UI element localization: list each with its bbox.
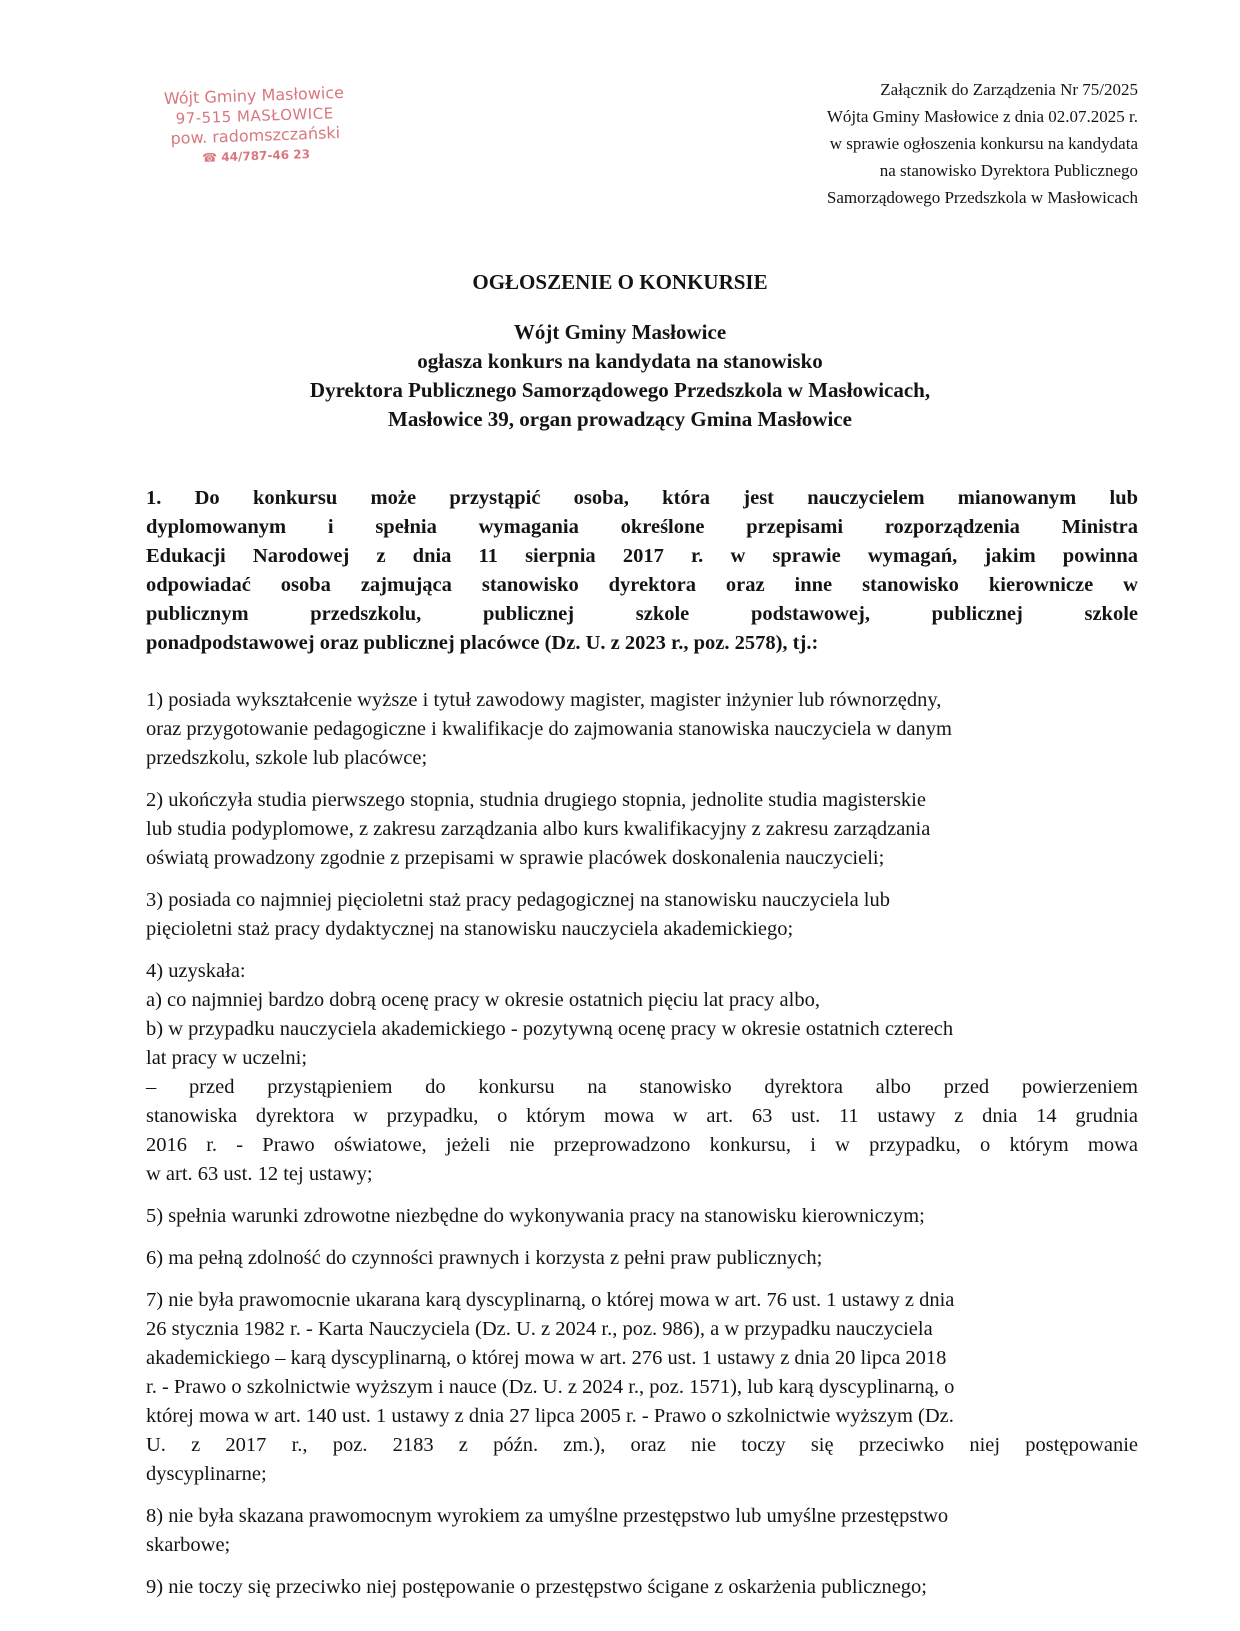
annex-line: na stanowisko Dyrektora Publicznego	[879, 161, 1138, 180]
item-line: oświatą prowadzony zgodnie z przepisami w sprawie placówek doskonalenia nauczycieli;	[146, 847, 885, 869]
item-line: 2016 r. - Prawo oświatowe, jeżeli nie przeprowadzono konkursu, i w przypadku, o którym mowa	[146, 1134, 1138, 1156]
requirement-item-7	[146, 1286, 1138, 1489]
item-line: – przed przystąpieniem do konkursu na stanowisko dyrektora albo przed powierzeniem	[146, 1076, 1138, 1098]
intro-line: 1. Do konkursu może przystąpić osoba, która jest nauczycielem mianowanym lub	[146, 487, 1138, 509]
item-line: 9) nie toczy się przeciwko niej postępowanie o przestępstwo ścigane z oskarżenia publicznego;	[146, 1576, 927, 1598]
requirement-item-6	[146, 1244, 1138, 1273]
item-line: skarbowe;	[146, 1534, 231, 1556]
intro-line: Edukacji Narodowej z dnia 11 sierpnia 2017 r. w sprawie wymagań, jakim powinna	[146, 545, 1138, 567]
item-line: 2) ukończyła studia pierwszego stopnia, studnia drugiego stopnia, jednolite studia magisterskie	[146, 789, 926, 811]
item-line: 5) spełnia warunki zdrowotne niezbędne do wykonywania pracy na stanowisku kierowniczym;	[146, 1205, 925, 1227]
annex-line: w sprawie ogłoszenia konkursu na kandydata	[829, 134, 1138, 153]
item-line: w art. 63 ust. 12 tej ustawy;	[146, 1163, 373, 1185]
item-line: r. - Prawo o szkolnictwie wyższym i nauce (Dz. U. z 2024 r., poz. 1571), lub karą dyscyplinarną, o	[146, 1376, 955, 1398]
intro-line: ponadpodstawowej oraz publicznej placówce (Dz. U. z 2023 r., poz. 2578), tj.:	[146, 632, 819, 654]
requirement-item-1	[146, 686, 1138, 773]
announcement-heading	[0, 318, 1240, 434]
annex-line: Samorządowego Przedszkola w Masłowicach	[826, 188, 1138, 207]
requirement-item-4	[146, 957, 1138, 1189]
annex-line: Załącznik do Zarządzenia Nr 75/2025	[880, 80, 1138, 99]
requirement-item-2	[146, 786, 1138, 873]
requirement-item-3	[146, 886, 1138, 944]
item-line: której mowa w art. 140 ust. 1 ustawy z dnia 27 lipca 2005 r. - Prawo o szkolnictwie wyższym (Dz.	[146, 1405, 954, 1427]
annex-header	[718, 76, 1138, 211]
item-line: 6) ma pełną zdolność do czynności prawnych i korzysta z pełni praw publicznych;	[146, 1247, 823, 1269]
annex-line: Wójta Gminy Masłowice z dnia 02.07.2025 r.	[826, 107, 1138, 126]
intro-line: publicznym przedszkolu, publicznej szkole podstawowej, publicznej szkole	[146, 603, 1138, 625]
heading-line: Dyrektora Publicznego Samorządowego Przedszkola w Masłowicach,	[309, 378, 931, 402]
intro-line: odpowiadać osoba zajmująca stanowisko dyrektora oraz inne stanowisko kierownicze w	[146, 574, 1138, 596]
heading-line: Masłowice 39, organ prowadzący Gmina Masłowice	[388, 407, 852, 431]
document-body	[146, 484, 1138, 1602]
item-line: lat pracy w uczelni;	[146, 1047, 308, 1069]
stamp-line-phone: ☎ 44/787-46 23	[201, 147, 311, 165]
item-line: 4) uzyskała:	[146, 960, 246, 982]
intro-paragraph	[146, 484, 1138, 658]
item-line: pięcioletni staż pracy dydaktycznej na stanowisku nauczyciela akademickiego;	[146, 918, 794, 940]
heading-line: Wójt Gminy Masłowice	[513, 320, 727, 344]
stamp-line-postcode: 97-515 MASŁOWICE	[175, 104, 334, 128]
item-line: 1) posiada wykształcenie wyższe i tytuł zawodowy magister, magister inżynier lub równorzędny,	[146, 689, 942, 711]
item-line: b) w przypadku nauczyciela akademickiego - pozytywną ocenę pracy w okresie ostatnich czterech	[146, 1018, 954, 1040]
requirement-item-8	[146, 1502, 1138, 1560]
item-line: dyscyplinarne;	[146, 1463, 267, 1485]
document-title: OGŁOSZENIE O KONKURSIE	[472, 270, 768, 294]
item-line: lub studia podyplomowe, z zakresu zarządzania albo kurs kwalifikacyjny z zakresu zarządzania	[146, 818, 931, 840]
item-line: 26 stycznia 1982 r. - Karta Nauczyciela (Dz. U. z 2024 r., poz. 986), a w przypadku nauczyciela	[146, 1318, 933, 1340]
item-line: akademickiego – karą dyscyplinarną, o której mowa w art. 276 ust. 1 ustawy z dnia 20 lipca 2018	[146, 1347, 947, 1369]
office-stamp	[154, 83, 357, 170]
requirement-item-5	[146, 1202, 1138, 1231]
item-line: 3) posiada co najmniej pięcioletni staż pracy pedagogicznej na stanowisku nauczyciela lub	[146, 889, 890, 911]
item-line: 7) nie była prawomocnie ukarana karą dyscyplinarną, o której mowa w art. 76 ust. 1 ustawy z dnia	[146, 1289, 955, 1311]
stamp-line-office: Wójt Gminy Masłowice	[163, 82, 345, 109]
intro-line: dyplomowanym i spełnia wymagania określone przepisami rozporządzenia Ministra	[146, 516, 1138, 538]
requirement-item-9	[146, 1573, 1138, 1602]
item-line: a) co najmniej bardzo dobrą ocenę pracy w okresie ostatnich pięciu lat pracy albo,	[146, 989, 820, 1011]
item-line: oraz przygotowanie pedagogiczne i kwalifikacje do zajmowania stanowiska nauczyciela w danym	[146, 718, 953, 740]
item-line: przedszkolu, szkole lub placówce;	[146, 747, 428, 769]
item-line: U. z 2017 r., poz. 2183 z późn. zm.), oraz nie toczy się przeciwko niej postępowanie	[146, 1434, 1138, 1456]
stamp-line-county: pow. radomszczański	[170, 123, 341, 148]
item-line: 8) nie była skazana prawomocnym wyrokiem za umyślne przestępstwo lub umyślne przestępstwo	[146, 1505, 949, 1527]
heading-line: ogłasza konkurs na kandydata na stanowisko	[417, 349, 823, 373]
item-line: stanowiska dyrektora w przypadku, o którym mowa w art. 63 ust. 11 ustawy z dnia 14 grudnia	[146, 1105, 1138, 1127]
